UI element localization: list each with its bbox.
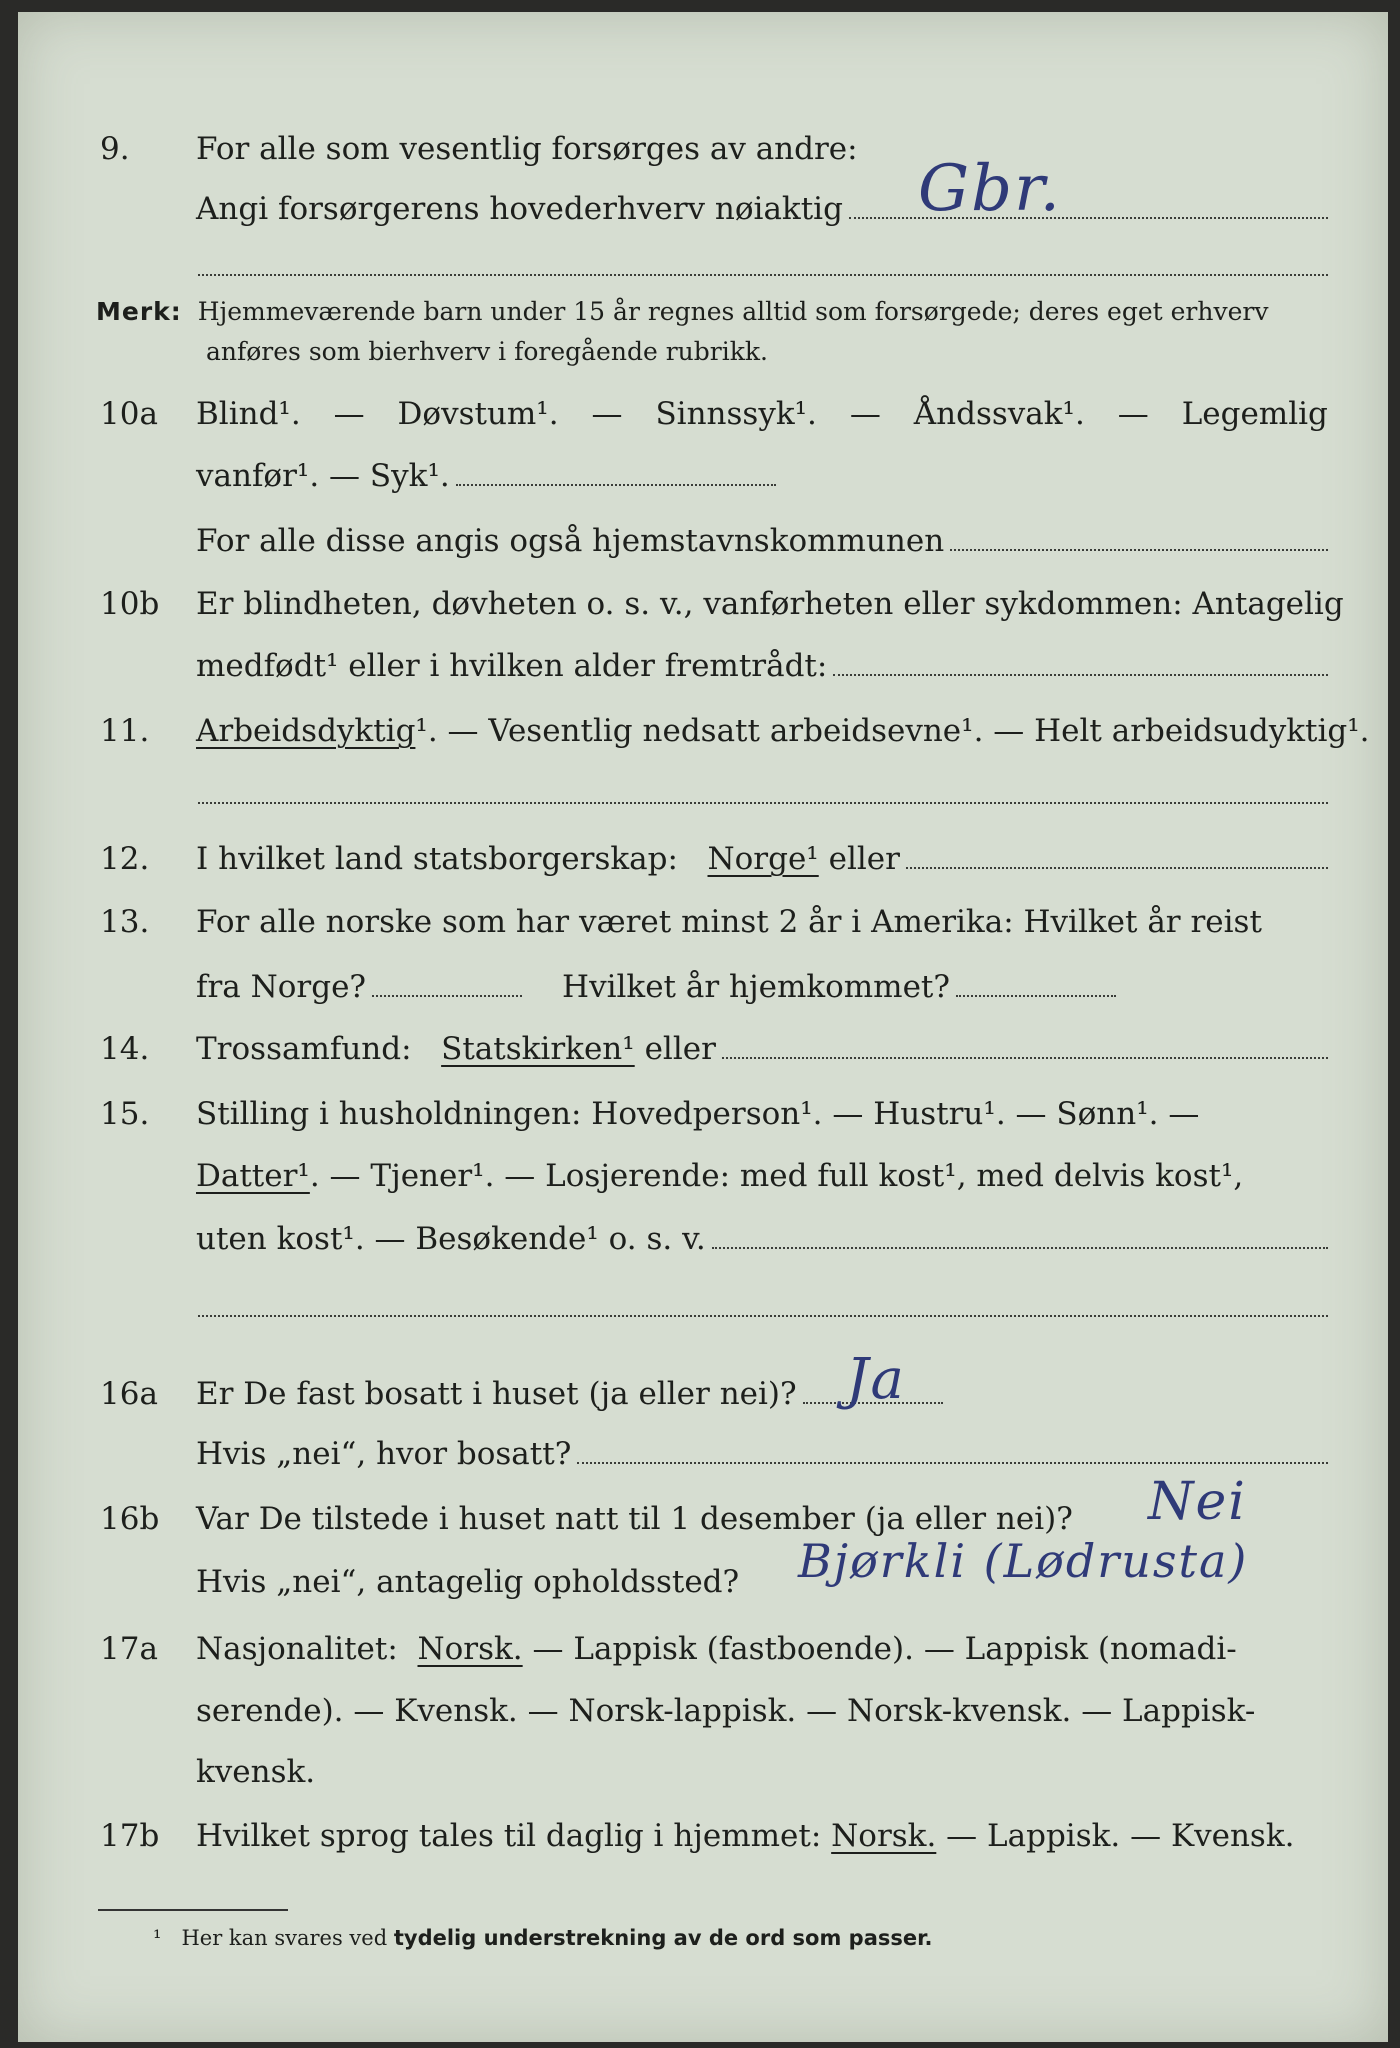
question-15-line-3: [118, 1197, 1328, 1257]
question-15-line-2: [118, 1134, 1328, 1194]
question-10a-line-1: 10a Blind¹. — Døvstum¹. — Sinnssyk¹. — Åndssvak¹. — Legemlig: [100, 396, 1328, 432]
answer-line[interactable]: [372, 993, 522, 997]
question-text: Er De fast bosatt i huset (ja eller nei)?: [196, 1376, 797, 1412]
handwritten-answer: Ja: [846, 1347, 906, 1412]
answer-line[interactable]: [198, 274, 1328, 276]
question-text: For alle norske som har været minst 2 år i Amerika: Hvilket år reist: [196, 904, 1262, 940]
question-number: 16b: [100, 1501, 160, 1537]
question-number: 15.: [100, 1096, 150, 1132]
answer-line[interactable]: [833, 672, 1328, 676]
answer-line[interactable]: [456, 482, 776, 486]
selected-option[interactable]: Norsk.: [831, 1818, 937, 1854]
answer-line[interactable]: [950, 547, 1328, 551]
question-number: 13.: [100, 904, 150, 940]
question-11: [100, 689, 1370, 749]
form-page: [18, 12, 1388, 2042]
question-number: 14.: [100, 1031, 150, 1067]
question-10b-line-1: [100, 562, 1344, 622]
footnote: ¹ Her kan svares ved tydelig understrekning av de ord som passer.: [153, 1926, 933, 1950]
question-text: Stilling i husholdningen: Hovedperson¹. — Hustru¹. — Sønn¹. —: [196, 1096, 1200, 1132]
question-number: 17a: [100, 1631, 158, 1667]
question-number: 17b: [100, 1818, 160, 1854]
question-text: Nasjonalitet:: [196, 1631, 398, 1667]
question-text: I hvilket land statsborgerskap:: [196, 841, 678, 877]
question-13-line-1: [100, 880, 1328, 940]
question-text: Hvilket år hjemkommet?: [562, 969, 951, 1005]
question-number: 16a: [100, 1376, 158, 1412]
question-text: eller: [644, 1031, 716, 1067]
option[interactable]: Blind¹.: [196, 396, 301, 432]
answer-line[interactable]: [577, 1460, 1328, 1464]
answer-line[interactable]: [712, 1245, 1328, 1249]
question-10a-line-2: [118, 434, 1328, 494]
question-text: Hvilket sprog tales til daglig i hjemmet:: [196, 1818, 822, 1854]
option[interactable]: Åndssvak¹.: [913, 396, 1085, 432]
answer-line[interactable]: [198, 1315, 1328, 1317]
question-number: 11.: [100, 713, 150, 749]
question-text: kvensk.: [196, 1754, 316, 1790]
question-text: Er blindheten, døvheten o. s. v., vanførheten eller sykdommen: Antagelig: [196, 586, 1344, 622]
question-13-line-2: [118, 945, 1328, 1005]
selected-option[interactable]: Arbeidsdyktig: [196, 713, 416, 749]
question-text: serende). — Kvensk. — Norsk-lappisk. — Norsk-kvensk. — Lappisk-: [196, 1693, 1256, 1729]
handwritten-answer: Gbr.: [918, 152, 1062, 226]
handwritten-answer: Bjørkli (Lødrusta): [798, 1534, 1249, 1588]
selected-option[interactable]: Norsk.: [417, 1631, 523, 1667]
question-text: Angi forsørgerens hovederhverv nøiaktig: [196, 191, 843, 227]
question-15-line-1: [100, 1072, 1328, 1132]
question-text: For alle som vesentlig forsørges av andre:: [196, 131, 858, 167]
question-9-line-2: [118, 167, 1328, 227]
question-17a-line-2: [118, 1669, 1328, 1729]
footnote-rule: [98, 1909, 288, 1911]
question-text: medfødt¹ eller i hvilken alder fremtrådt:: [196, 648, 828, 684]
handwritten-answer: Nei: [1148, 1472, 1247, 1532]
question-9-line-1: [100, 107, 1328, 167]
question-16a-line-2: [118, 1412, 1328, 1472]
question-text: ¹. — Vesentlig nedsatt arbeidsevne¹. — Helt arbeidsudyktig¹.: [415, 713, 1370, 749]
question-text: Var De tilstede i huset natt til 1 desember (ja eller nei)?: [196, 1501, 1073, 1537]
question-text: uten kost¹. — Besøkende¹ o. s. v.: [196, 1221, 706, 1257]
question-text: fra Norge?: [196, 969, 367, 1005]
answer-line[interactable]: [198, 802, 1328, 804]
question-10b-line-2: [118, 624, 1328, 684]
question-text: Hvis „nei“, hvor bosatt?: [196, 1436, 572, 1472]
option[interactable]: Legemlig: [1181, 396, 1328, 432]
question-10a-line-3: [118, 499, 1328, 559]
note-label: Merk:: [96, 297, 182, 326]
selected-option[interactable]: Norge¹: [707, 841, 819, 877]
question-number: 12.: [100, 841, 150, 877]
question-text: — Lappisk. — Kvensk.: [946, 1818, 1295, 1854]
question-text: Trossamfund:: [196, 1031, 412, 1067]
note-text: Hjemmeværende barn under 15 år regnes alltid som forsørgede; deres eget erhverv: [197, 297, 1269, 326]
question-17a-line-1: [100, 1607, 1328, 1667]
question-text: vanfør¹. — Syk¹.: [196, 458, 450, 494]
question-number: 10b: [100, 586, 160, 622]
question-16a-line-1: [100, 1352, 1328, 1412]
question-text: — Lappisk (fastboende). — Lappisk (nomadi-: [532, 1631, 1237, 1667]
option[interactable]: Døvstum¹.: [397, 396, 559, 432]
question-text: eller: [828, 841, 900, 877]
question-17b: [100, 1794, 1328, 1854]
selected-option[interactable]: Statskirken¹: [441, 1031, 635, 1067]
note-block: [96, 292, 1336, 372]
question-number: 9.: [100, 131, 130, 167]
note-text: anføres som bierhverv i foregående rubrikk.: [206, 337, 768, 366]
answer-line[interactable]: [956, 993, 1116, 997]
answer-line[interactable]: [906, 865, 1328, 869]
answer-line[interactable]: [722, 1055, 1328, 1059]
question-14: [100, 1007, 1328, 1067]
question-12: [100, 817, 1328, 877]
question-text: Hvis „nei“, antagelig opholdssted?: [196, 1564, 740, 1600]
question-number: 10a: [100, 396, 158, 432]
option[interactable]: Sinnssyk¹.: [655, 396, 817, 432]
question-text: . — Tjener¹. — Losjerende: med full kost¹, med delvis kost¹,: [309, 1158, 1244, 1194]
selected-option[interactable]: Datter¹: [196, 1158, 310, 1194]
question-text: For alle disse angis også hjemstavnskommunen: [196, 523, 945, 559]
question-17a-line-3: [118, 1730, 1328, 1790]
question-16b-line-1: [100, 1477, 1328, 1537]
